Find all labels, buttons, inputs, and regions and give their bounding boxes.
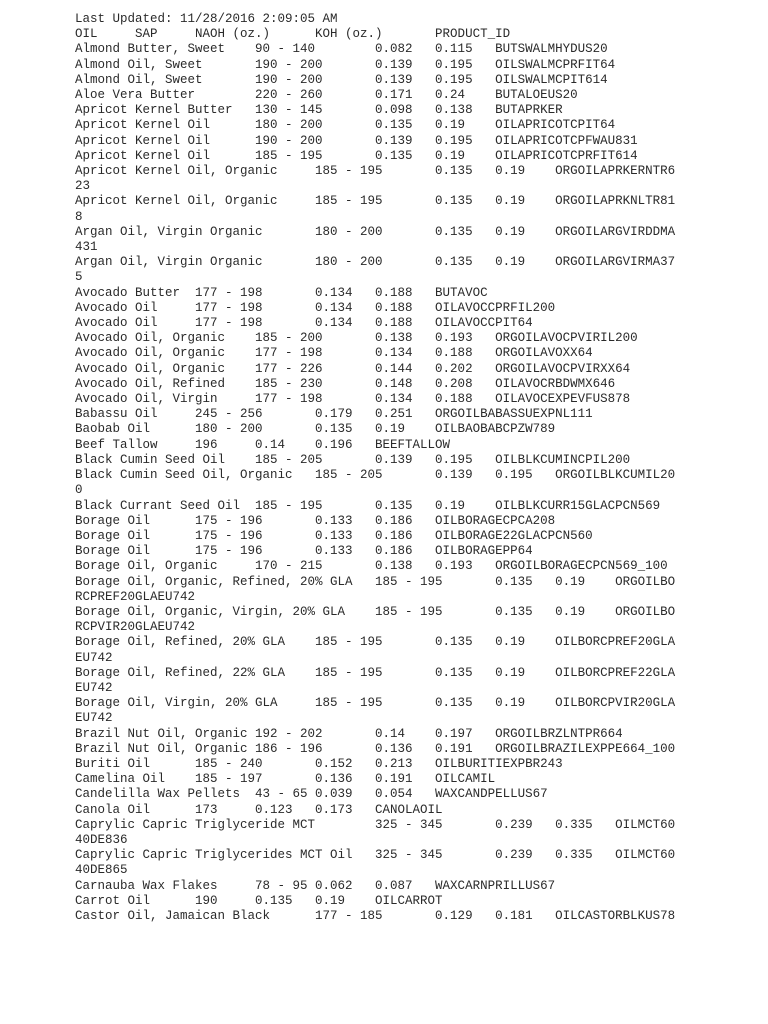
document-line: Borage Oil, Refined, 22% GLA 185 - 195 0.135 0.19 OILBORCPREF22GLA <box>75 665 676 680</box>
document-line: 40DE836 <box>75 832 128 847</box>
document-line: Babassu Oil 245 - 256 0.179 0.251 ORGOILBABASSUEXPNL111 <box>75 407 593 422</box>
document-line: Brazil Nut Oil, Organic 186 - 196 0.136 0.191 ORGOILBRAZILEXPPE664_100 <box>75 741 676 756</box>
document-line: Almond Oil, Sweet 190 - 200 0.139 0.195 OILSWALMCPRFIT64 <box>75 57 616 72</box>
document-line: Brazil Nut Oil, Organic 192 - 202 0.14 0.197 ORGOILBRZLNTPR664 <box>75 726 623 741</box>
document-line: Castor Oil, Jamaican Black 177 - 185 0.129 0.181 OILCASTORBLKUS78 <box>75 908 676 923</box>
document-line: Borage Oil, Virgin, 20% GLA 185 - 195 0.135 0.19 OILBORCPVIR20GLA <box>75 696 676 711</box>
document-line: Aloe Vera Butter 220 - 260 0.171 0.24 BUTALOEUS20 <box>75 88 578 103</box>
document-line: Borage Oil, Refined, 20% GLA 185 - 195 0.135 0.19 OILBORCPREF20GLA <box>75 635 676 650</box>
document-line: Borage Oil 175 - 196 0.133 0.186 OILBORAGE22GLACPCN560 <box>75 528 593 543</box>
document-line: Apricot Kernel Oil 180 - 200 0.135 0.19 OILAPRICOTCPIT64 <box>75 118 616 133</box>
column-headers: OIL SAP NAOH (oz.) KOH (oz.) PRODUCT_ID <box>75 27 511 42</box>
document-line: Black Cumin Seed Oil, Organic 185 - 205 0.139 0.195 ORGOILBLKCUMIL20 <box>75 468 676 483</box>
document-line: Beef Tallow 196 0.14 0.196 BEEFTALLOW <box>75 437 451 452</box>
document-line: Baobab Oil 180 - 200 0.135 0.19 OILBAOBABCPZW789 <box>75 422 556 437</box>
document-line: Almond Butter, Sweet 90 - 140 0.082 0.115 BUTSWALMHYDUS20 <box>75 42 608 57</box>
document-line: Caprylic Capric Triglycerides MCT Oil 325 - 345 0.239 0.335 OILMCT60 <box>75 848 676 863</box>
document-line: Borage Oil 175 - 196 0.133 0.186 OILBORAGEPP64 <box>75 544 533 559</box>
document-line: Apricot Kernel Oil 190 - 200 0.139 0.195 OILAPRICOTCPFWAU831 <box>75 133 638 148</box>
document-line: RCPREF20GLAEU742 <box>75 589 196 604</box>
document-line: Avocado Oil 177 - 198 0.134 0.188 OILAVOCCPRFIL200 <box>75 300 556 315</box>
document-line: RCPVIR20GLAEU742 <box>75 620 196 635</box>
document-line: Borage Oil, Organic, Virgin, 20% GLA 185 - 195 0.135 0.19 ORGOILBO <box>75 604 676 619</box>
document-line: Black Cumin Seed Oil 185 - 205 0.139 0.195 OILBLKCUMINCPIL200 <box>75 452 631 467</box>
document-line: 23 <box>75 179 91 194</box>
document-line: Avocado Butter 177 - 198 0.134 0.188 BUTAVOC <box>75 285 488 300</box>
document-text <box>75 12 765 924</box>
document-line: Apricot Kernel Oil 185 - 195 0.135 0.19 OILAPRICOTCPRFIT614 <box>75 148 638 163</box>
document-line: Black Currant Seed Oil 185 - 195 0.135 0.19 OILBLKCURR15GLACPCN569 <box>75 498 661 513</box>
document-line: Borage Oil 175 - 196 0.133 0.186 OILBORAGECPCA208 <box>75 513 556 528</box>
document-line: 8 <box>75 209 83 224</box>
document-line: 40DE865 <box>75 863 128 878</box>
document-line: EU742 <box>75 650 113 665</box>
document-line: Buriti Oil 185 - 240 0.152 0.213 OILBURITIEXPBR243 <box>75 756 563 771</box>
document-line: Borage Oil, Organic 170 - 215 0.138 0.193 ORGOILBORAGECPCN569_100 <box>75 559 668 574</box>
document-line: EU742 <box>75 680 113 695</box>
document-line: 0 <box>75 483 83 498</box>
document-line: 431 <box>75 240 98 255</box>
document-line: Avocado Oil, Virgin 177 - 198 0.134 0.188 OILAVOCEXPEVFUS878 <box>75 392 631 407</box>
document-line: EU742 <box>75 711 113 726</box>
document-line: Carnauba Wax Flakes 78 - 95 0.062 0.087 WAXCARNPRILLUS67 <box>75 878 556 893</box>
document-line: Argan Oil, Virgin Organic 180 - 200 0.135 0.19 ORGOILARGVIRDDMA <box>75 224 676 239</box>
document-page <box>75 12 765 924</box>
document-line: 5 <box>75 270 83 285</box>
document-line: Avocado Oil, Organic 185 - 200 0.138 0.193 ORGOILAVOCPVIRIL200 <box>75 331 638 346</box>
document-line: Almond Oil, Sweet 190 - 200 0.139 0.195 OILSWALMCPIT614 <box>75 72 608 87</box>
document-line: Avocado Oil 177 - 198 0.134 0.188 OILAVOCCPIT64 <box>75 316 533 331</box>
document-line: Caprylic Capric Triglyceride MCT 325 - 345 0.239 0.335 OILMCT60 <box>75 817 676 832</box>
last-updated-header: Last Updated: 11/28/2016 2:09:05 AM <box>75 12 338 26</box>
document-line: Borage Oil, Organic, Refined, 20% GLA 185 - 195 0.135 0.19 ORGOILBO <box>75 574 676 589</box>
document-line: Apricot Kernel Butter 130 - 145 0.098 0.138 BUTAPRKER <box>75 103 563 118</box>
document-line: Canola Oil 173 0.123 0.173 CANOLAOIL <box>75 802 443 817</box>
document-line: Apricot Kernel Oil, Organic 185 - 195 0.135 0.19 ORGOILAPRKERNTR6 <box>75 164 676 179</box>
document-line: Candelilla Wax Pellets 43 - 65 0.039 0.054 WAXCANDPELLUS67 <box>75 787 548 802</box>
document-line: Avocado Oil, Refined 185 - 230 0.148 0.208 OILAVOCRBDWMX646 <box>75 376 616 391</box>
document-line: Carrot Oil 190 0.135 0.19 OILCARROT <box>75 893 443 908</box>
document-line: Argan Oil, Virgin Organic 180 - 200 0.135 0.19 ORGOILARGVIRMA37 <box>75 255 676 270</box>
document-line: Camelina Oil 185 - 197 0.136 0.191 OILCAMIL <box>75 772 496 787</box>
document-line: Avocado Oil, Organic 177 - 198 0.134 0.188 ORGOILAVOXX64 <box>75 346 593 361</box>
document-line: Apricot Kernel Oil, Organic 185 - 195 0.135 0.19 ORGOILAPRKNLTR81 <box>75 194 676 209</box>
document-line: Avocado Oil, Organic 177 - 226 0.144 0.202 ORGOILAVOCPVIRXX64 <box>75 361 631 376</box>
